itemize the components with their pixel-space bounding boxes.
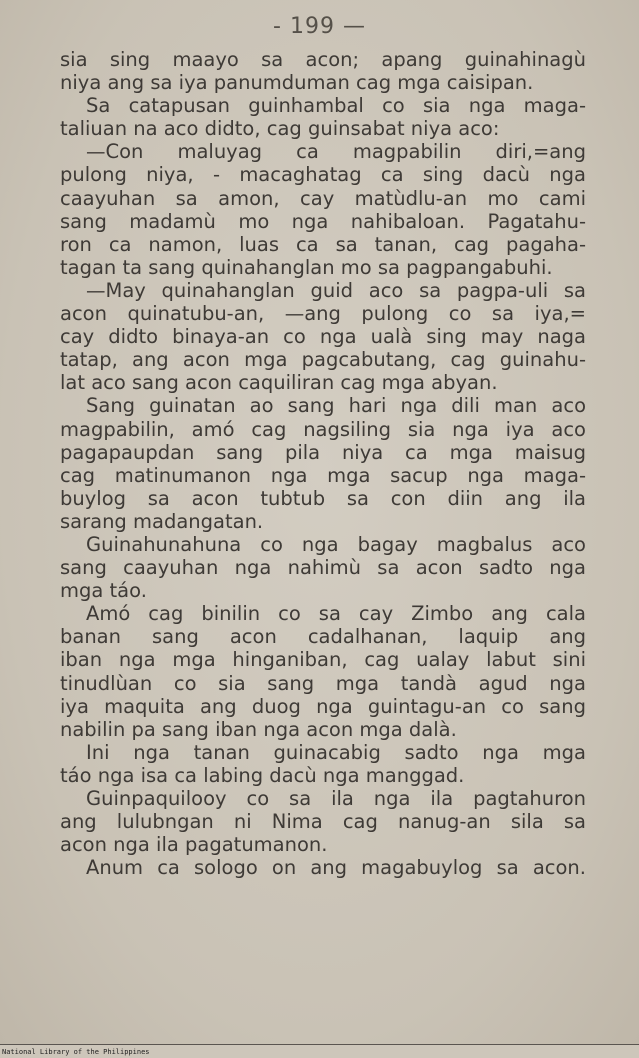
text-line: Guinpaquilooy co sa ila nga ila pagtahuron — [86, 787, 586, 810]
text-line: tagan ta sang quinahanglan mo sa pagpangabuhi. — [60, 255, 553, 279]
text-line: niya ang sa iya panumduman cag mga caisipan. — [60, 71, 534, 95]
text-line: mga táo. — [60, 579, 147, 603]
text-line: Amó cag binilin co sa cay Zimbo ang cala — [86, 602, 586, 626]
text-line: iban nga mga hinganiban, cag ualay labut sini — [60, 648, 586, 672]
text-line: cag matinumanon nga mga sacup nga maga- — [60, 463, 586, 487]
text-line: sang madamù mo nga nahibaloan. Pagatahu- — [60, 209, 586, 233]
text-line: sia sing maayo sa acon; apang guinahinagù — [60, 48, 586, 71]
text-line: Sang guinatan ao sang hari nga dili man aco — [86, 394, 586, 418]
text-line: tinudlùan co sia sang mga tandà agud nga — [60, 671, 586, 695]
page-number: - 199 — — [273, 14, 366, 39]
text-line: táo nga isa ca labing dacù nga manggad. — [60, 763, 465, 787]
text-line: Anum ca sologo on ang magabuylog sa acon. — [86, 856, 586, 880]
text-line: Guinahunahuna co nga bagay magbalus aco — [86, 532, 586, 556]
text-line: ang lulubngan ni Nima cag nanug-an sila sa — [60, 810, 586, 834]
text-line: lat aco sang acon caquiliran cag mga abyan. — [60, 371, 498, 395]
text-line: —May quinahanglan guid aco sa pagpa-uli sa — [86, 278, 586, 302]
text-line: caayuhan sa amon, cay matùdlu-an mo cami — [60, 186, 586, 210]
text-line: acon nga ila pagatumanon. — [60, 833, 328, 857]
body-text — [60, 48, 586, 879]
text-line: iya maquita ang duog nga guintagu-an co sang — [60, 694, 586, 718]
text-line: —Con maluyag ca magpabilin diri,=ang — [86, 140, 586, 164]
text-line: sarang madangatan. — [60, 509, 264, 533]
text-line: taliuan na aco didto, cag guinsabat niya aco: — [60, 117, 500, 141]
text-line: banan sang acon cadalhanan, laquip ang — [60, 625, 586, 649]
text-line: nabilin pa sang iban nga acon mga dalà. — [60, 717, 457, 741]
text-line: Sa catapusan guinhambal co sia nga maga- — [86, 94, 586, 118]
footer-credit: National Library of the Philippines — [2, 1048, 150, 1056]
footer-divider — [0, 1044, 639, 1045]
text-line: ron ca namon, luas ca sa tanan, cag pagaha- — [60, 232, 586, 256]
text-line: buylog sa acon tubtub sa con diin ang ila — [60, 486, 586, 510]
text-line: pagapaupdan sang pila niya ca mga maisug — [60, 440, 586, 464]
text-line: Ini nga tanan guinacabig sadto nga mga — [86, 740, 586, 764]
text-line: cay didto binaya-an co nga ualà sing may naga — [60, 325, 586, 349]
text-line: pulong niya, - macaghatag ca sing dacù nga — [60, 163, 586, 187]
text-line: acon quinatubu-an, —ang pulong co sa iya,= — [60, 302, 586, 326]
text-line: sang caayuhan nga nahimù sa acon sadto nga — [60, 556, 586, 580]
text-line: magpabilin, amó cag nagsiling sia nga iya aco — [60, 417, 586, 441]
text-line: tatap, ang acon mga pagcabutang, cag guinahu- — [60, 348, 586, 372]
